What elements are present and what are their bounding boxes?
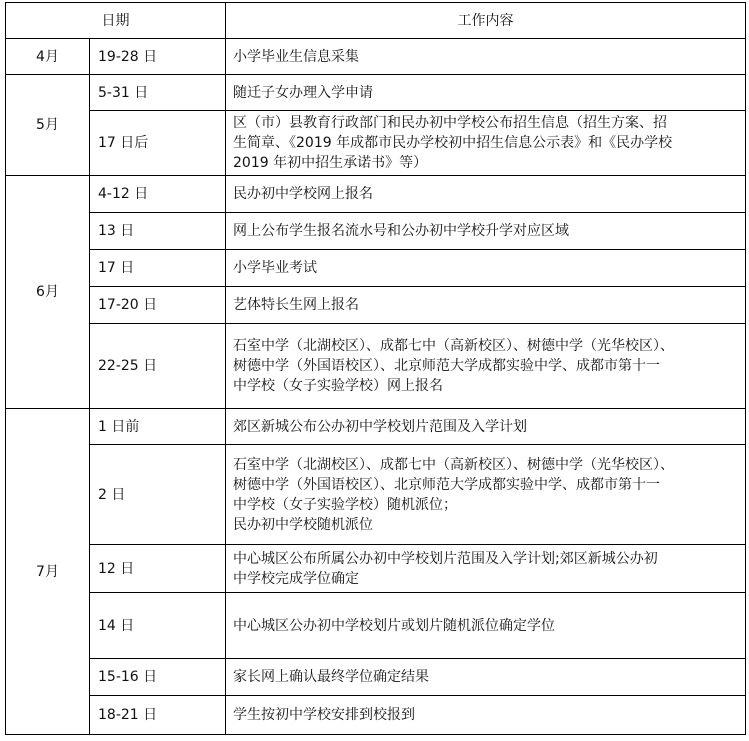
table-row	[6, 659, 746, 696]
work-cell	[226, 593, 746, 659]
work-line: 生简章、《2019 年成都市民办学校初中招生信息公示表》和《民办学校	[233, 135, 673, 151]
table-row	[6, 250, 746, 287]
work-line: 石室中学（北湖校区）、成都七中（高新校区）、树德中学（光华校区）、	[233, 338, 674, 354]
work-line: 郊区新城公布公办初中学校划片范围及入学计划	[233, 418, 527, 435]
work-line: 石室中学（北湖校区）、成都七中（高新校区）、树德中学（光华校区）、	[233, 456, 674, 473]
date-cell: 18-21 日	[90, 696, 226, 735]
work-cell	[226, 696, 746, 735]
date-cell: 17 日	[90, 250, 226, 287]
work-cell	[226, 111, 746, 176]
date-cell: 17 日后	[90, 111, 226, 176]
work-line: 随迁子女办理入学申请	[233, 84, 373, 101]
work-cell	[226, 324, 746, 409]
table-row	[6, 696, 746, 735]
date-cell: 13 日	[90, 213, 226, 250]
date-cell: 2 日	[90, 445, 226, 545]
work-line: 家长网上确认最终学位确定结果	[233, 669, 429, 685]
work-line: 民办初中学校随机派位	[233, 516, 373, 533]
table-row	[6, 39, 746, 75]
date-cell: 4-12 日	[90, 176, 226, 213]
work-line: 网上公布学生报名流水号和公办初中学校升学对应区域	[233, 223, 569, 239]
work-cell	[226, 445, 746, 545]
date-cell: 5-31 日	[90, 75, 226, 111]
work-cell	[226, 250, 746, 287]
table-row	[6, 445, 746, 545]
work-line: 小学毕业考试	[233, 260, 317, 276]
work-cell	[226, 287, 746, 324]
work-line: 学生按初中学校安排到校报到	[233, 707, 415, 723]
date-cell: 1 日前	[90, 409, 226, 445]
work-line: 中学校（女子实验学校）网上报名	[233, 378, 443, 394]
work-line: 树德中学（外国语校区）、北京师范大学成都实验中学、成都市第十一	[233, 476, 660, 493]
work-cell	[226, 176, 746, 213]
date-cell: 12 日	[90, 545, 226, 593]
month-cell-june: 6月	[6, 176, 90, 409]
table-row	[6, 287, 746, 324]
work-line: 树德中学（外国语校区）、北京师范大学成都实验中学、成都市第十一	[233, 358, 660, 374]
work-cell	[226, 75, 746, 111]
work-cell	[226, 213, 746, 250]
table-row	[6, 213, 746, 250]
month-cell-april: 4月	[6, 39, 90, 75]
work-line: 中学校完成学位确定	[233, 570, 359, 587]
table-row	[6, 176, 746, 213]
work-cell	[226, 659, 746, 696]
date-cell: 22-25 日	[90, 324, 226, 409]
header-date: 日期	[6, 3, 226, 39]
date-cell: 19-28 日	[90, 39, 226, 75]
table-row	[6, 75, 746, 111]
work-line: 民办初中学校网上报名	[233, 186, 373, 202]
work-line: 艺体特长生网上报名	[233, 297, 359, 313]
date-cell: 15-16 日	[90, 659, 226, 696]
work-line: 区（市）县教育行政部门和民办初中学校公布招生信息（招生方案、招	[233, 115, 667, 131]
work-cell	[226, 39, 746, 75]
date-cell: 14 日	[90, 593, 226, 659]
month-cell-may: 5月	[6, 75, 90, 176]
table-row	[6, 545, 746, 593]
work-cell	[226, 545, 746, 593]
month-cell-july: 7月	[6, 409, 90, 735]
work-line: 2019 年初中招生承诺书》等）	[233, 155, 428, 171]
date-cell: 17-20 日	[90, 287, 226, 324]
table-row	[6, 324, 746, 409]
table-row	[6, 409, 746, 445]
header-row	[6, 3, 746, 39]
table-row	[6, 111, 746, 176]
work-line: 中心城区公布所属公办初中学校划片范围及入学计划;郊区新城公办初	[233, 550, 658, 567]
work-line: 小学毕业生信息采集	[233, 48, 359, 65]
enrollment-schedule-table	[5, 2, 746, 735]
table-row	[6, 593, 746, 659]
work-cell	[226, 409, 746, 445]
work-line: 中学校（女子实验学校）随机派位；	[233, 496, 457, 513]
work-line: 中心城区公办初中学校划片或划片随机派位确定学位	[233, 617, 555, 634]
header-work-content: 工作内容	[226, 3, 746, 39]
